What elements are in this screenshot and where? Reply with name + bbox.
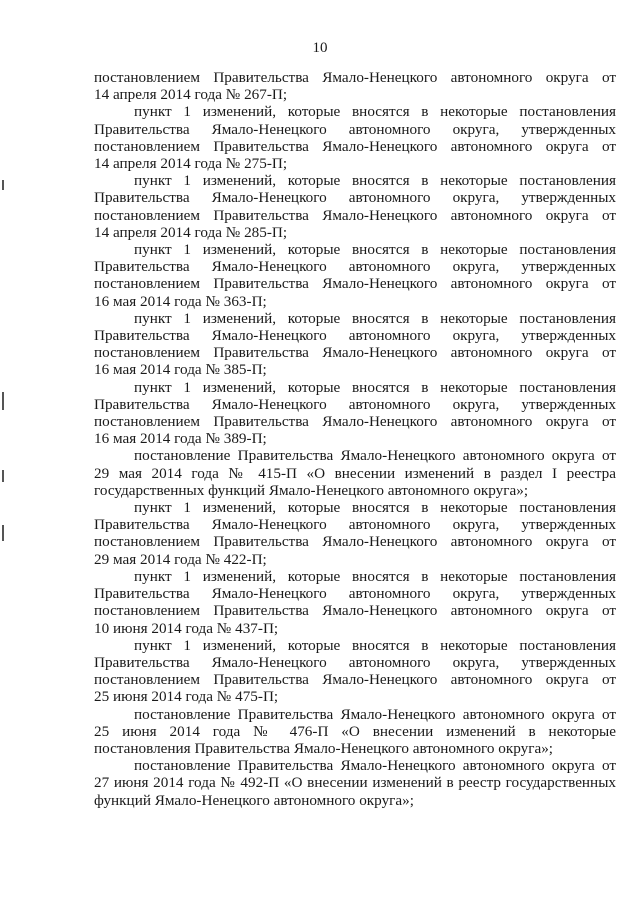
text-line: пункт 1 изменений, которые вносятся в некоторые постановления (134, 378, 616, 396)
text-line: постановлением Правительства Ямало-Ненецкого автономного округа от (94, 206, 616, 224)
text-line: 14 апреля 2014 года № 275-П; (94, 155, 288, 173)
paragraph (94, 706, 616, 758)
text-line: Правительства Ямало-Ненецкого автономного округа, утвержденных (94, 120, 616, 138)
document-body (94, 69, 616, 809)
text-line: постановлением Правительства Ямало-Ненецкого автономного округа от (94, 275, 616, 293)
paragraph (94, 757, 616, 809)
paragraph (94, 310, 616, 379)
text-line: пункт 1 изменений, которые вносятся в некоторые постановления (134, 499, 616, 517)
text-line: постановление Правительства Ямало-Ненецкого автономного округа от (134, 705, 616, 723)
text-line: государственных функций Ямало-Ненецкого автономного округа»; (94, 481, 529, 499)
scan-artifact (2, 470, 4, 482)
text-line: 16 мая 2014 года № 385-П; (94, 361, 267, 379)
paragraph (94, 103, 616, 172)
text-line: постановлением Правительства Ямало-Ненецкого автономного округа от (94, 69, 616, 86)
text-line: постановлением Правительства Ямало-Ненецкого автономного округа от (94, 602, 616, 620)
text-line: постановление Правительства Ямало-Ненецкого автономного округа от (134, 447, 616, 465)
paragraph (94, 69, 616, 103)
text-line: Правительства Ямало-Ненецкого автономного округа, утвержденных (94, 516, 616, 534)
text-line: пункт 1 изменений, которые вносятся в некоторые постановления (134, 172, 616, 190)
scan-artifact (2, 525, 4, 541)
text-line: пункт 1 изменений, которые вносятся в некоторые постановления (134, 636, 616, 654)
paragraph (94, 379, 616, 448)
text-line: постановления Правительства Ямало-Ненецкого автономного округа»; (94, 739, 554, 757)
text-line: постановление Правительства Ямало-Ненецкого автономного округа от (134, 757, 616, 775)
text-line: Правительства Ямало-Ненецкого автономного округа, утвержденных (94, 653, 616, 671)
text-line: постановлением Правительства Ямало-Ненецкого автономного округа от (94, 344, 616, 362)
paragraph (94, 568, 616, 637)
text-line: постановлением Правительства Ямало-Ненецкого автономного округа от (94, 137, 616, 155)
scan-artifact (2, 392, 4, 410)
text-line: Правительства Ямало-Ненецкого автономного округа, утвержденных (94, 327, 616, 345)
page-number: 10 (312, 40, 328, 56)
text-line: 27 июня 2014 года № 492-П «О внесении изменений в реестр государственных (94, 774, 616, 792)
text-line: 16 мая 2014 года № 389-П; (94, 430, 267, 448)
text-line: 25 июня 2014 года № 476-П «О внесении изменений в некоторые (94, 722, 616, 740)
text-line: 16 мая 2014 года № 363-П; (94, 292, 267, 310)
text-line: Правительства Ямало-Ненецкого автономного округа, утвержденных (94, 189, 616, 207)
paragraph (94, 499, 616, 568)
text-line: постановлением Правительства Ямало-Ненецкого автономного округа от (94, 413, 616, 431)
text-line: постановлением Правительства Ямало-Ненецкого автономного округа от (94, 671, 616, 689)
text-line: Правительства Ямало-Ненецкого автономного округа, утвержденных (94, 258, 616, 276)
text-line: пункт 1 изменений, которые вносятся в некоторые постановления (134, 567, 616, 585)
paragraph (94, 637, 616, 706)
scan-artifact (2, 180, 4, 190)
text-line: 25 июня 2014 года № 475-П; (94, 688, 279, 706)
paragraph (94, 172, 616, 241)
paragraph (94, 447, 616, 499)
text-line: 29 мая 2014 года № 415-П «О внесении изменений в раздел I реестра (94, 464, 616, 482)
text-line: 29 мая 2014 года № 422-П; (94, 550, 267, 568)
text-line: 14 апреля 2014 года № 285-П; (94, 223, 288, 241)
text-line: функций Ямало-Ненецкого автономного округа»; (94, 791, 414, 809)
text-line: Правительства Ямало-Ненецкого автономного округа, утвержденных (94, 395, 616, 413)
text-line: постановлением Правительства Ямало-Ненецкого автономного округа от (94, 533, 616, 551)
text-line: Правительства Ямало-Ненецкого автономного округа, утвержденных (94, 585, 616, 603)
text-line: пункт 1 изменений, которые вносятся в некоторые постановления (134, 241, 616, 259)
text-line: 14 апреля 2014 года № 267-П; (94, 86, 288, 104)
paragraph (94, 241, 616, 310)
text-line: пункт 1 изменений, которые вносятся в некоторые постановления (134, 309, 616, 327)
text-line: 10 июня 2014 года № 437-П; (94, 619, 279, 637)
text-line: пункт 1 изменений, которые вносятся в некоторые постановления (134, 103, 616, 121)
